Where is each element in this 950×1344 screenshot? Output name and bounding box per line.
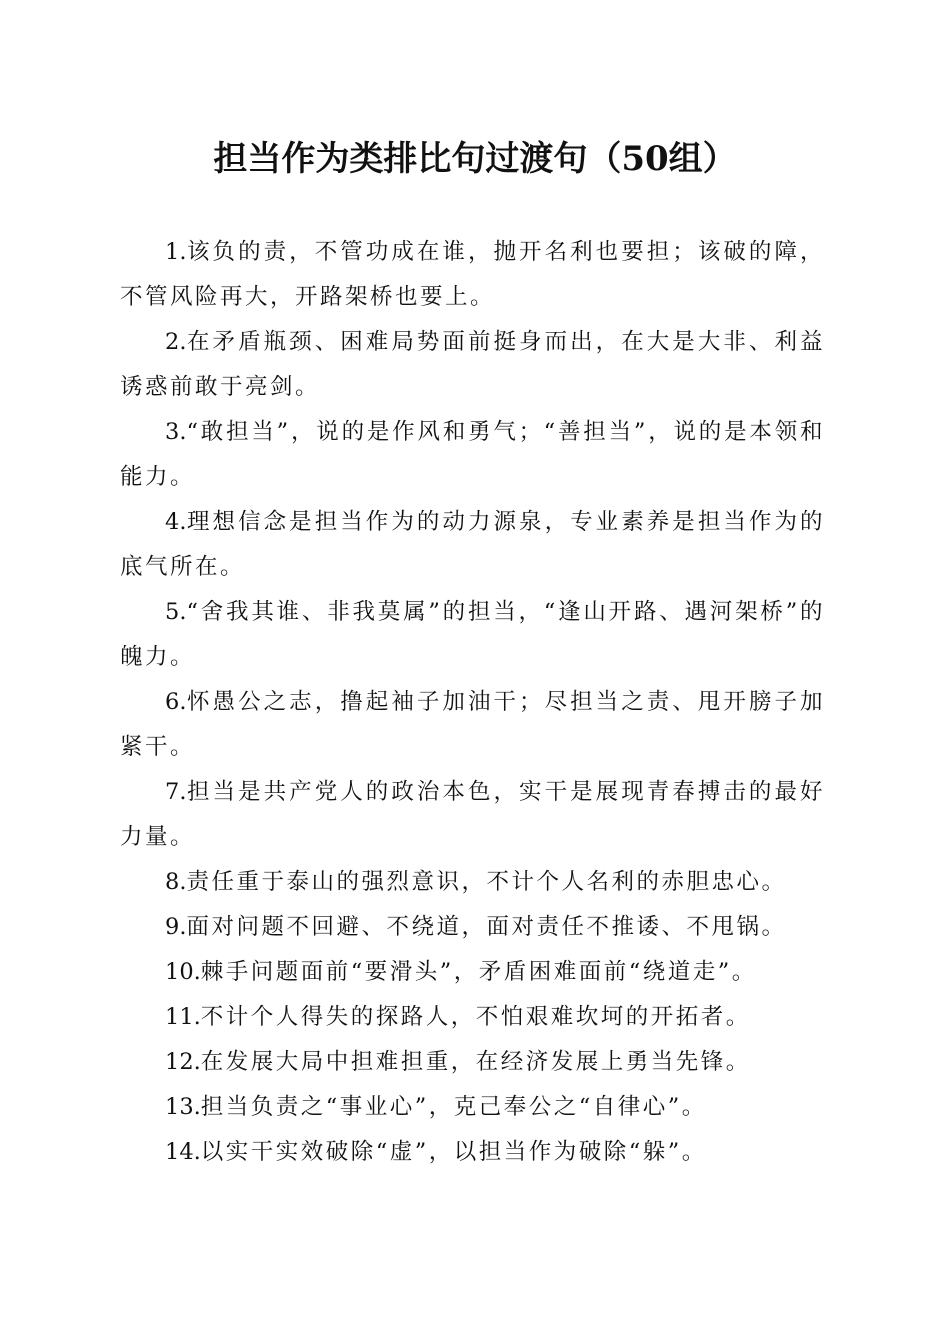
item-text: 责任重于泰山的强烈意识，不计个人名利的赤胆忠心。	[186, 869, 787, 895]
list-item	[120, 320, 825, 410]
item-number: 4.	[165, 509, 187, 535]
item-text: 怀愚公之志，撸起袖子加油干；尽担当之责、甩开膀子加紧干。	[120, 689, 825, 760]
item-text: 该负的责，不管功成在谁，抛开名利也要担；该破的障，不管风险再大，开路架桥也要上。	[120, 239, 825, 310]
item-number: 6.	[165, 689, 187, 715]
list-item	[120, 905, 825, 950]
item-number: 7.	[165, 779, 187, 805]
list-item	[120, 1040, 825, 1085]
item-number: 13.	[165, 1094, 201, 1120]
item-text: 在发展大局中担难担重，在经济发展上勇当先锋。	[200, 1049, 751, 1075]
sentence-list	[120, 230, 825, 1175]
item-number: 11.	[165, 1004, 201, 1030]
item-text: 不计个人得失的探路人，不怕艰难坎坷的开拓者。	[200, 1004, 751, 1030]
item-text: 面对问题不回避、不绕道，面对责任不推诿、不甩锅。	[186, 914, 787, 940]
item-text: 棘手问题面前“要滑头”，矛盾困难面前“绕道走”。	[200, 959, 757, 985]
list-item	[120, 230, 825, 320]
list-item	[120, 680, 825, 770]
item-number: 5.	[165, 599, 187, 625]
item-number: 9.	[165, 914, 187, 940]
list-item	[120, 590, 825, 680]
item-number: 3.	[165, 419, 187, 445]
item-number: 10.	[165, 959, 201, 985]
item-number: 2.	[165, 329, 187, 355]
list-item	[120, 410, 825, 500]
item-number: 12.	[165, 1049, 201, 1075]
item-text: 担当是共产党人的政治本色，实干是展现青春搏击的最好力量。	[120, 779, 825, 850]
list-item	[120, 770, 825, 860]
list-item	[120, 500, 825, 590]
item-number: 1.	[165, 239, 187, 265]
list-item	[120, 1085, 825, 1130]
item-text: 在矛盾瓶颈、困难局势面前挺身而出，在大是大非、利益诱惑前敢于亮剑。	[120, 329, 825, 400]
item-number: 14.	[165, 1139, 201, 1165]
list-item	[120, 1130, 825, 1175]
item-text: “敢担当”，说的是作风和勇气；“善担当”，说的是本领和能力。	[120, 419, 825, 490]
item-text: 以实干实效破除“虚”，以担当作为破除“躲”。	[200, 1139, 707, 1165]
item-text: 担当负责之“事业心”，克己奉公之“自律心”。	[200, 1094, 707, 1120]
list-item	[120, 860, 825, 905]
item-number: 8.	[165, 869, 187, 895]
document-title: 担当作为类排比句过渡句（50组）	[213, 139, 737, 179]
list-item	[120, 950, 825, 995]
item-text: “舍我其谁、非我莫属”的担当，“逢山开路、遇河架桥”的魄力。	[120, 599, 825, 670]
list-item	[120, 995, 825, 1040]
item-text: 理想信念是担当作为的动力源泉，专业素养是担当作为的底气所在。	[120, 509, 825, 580]
